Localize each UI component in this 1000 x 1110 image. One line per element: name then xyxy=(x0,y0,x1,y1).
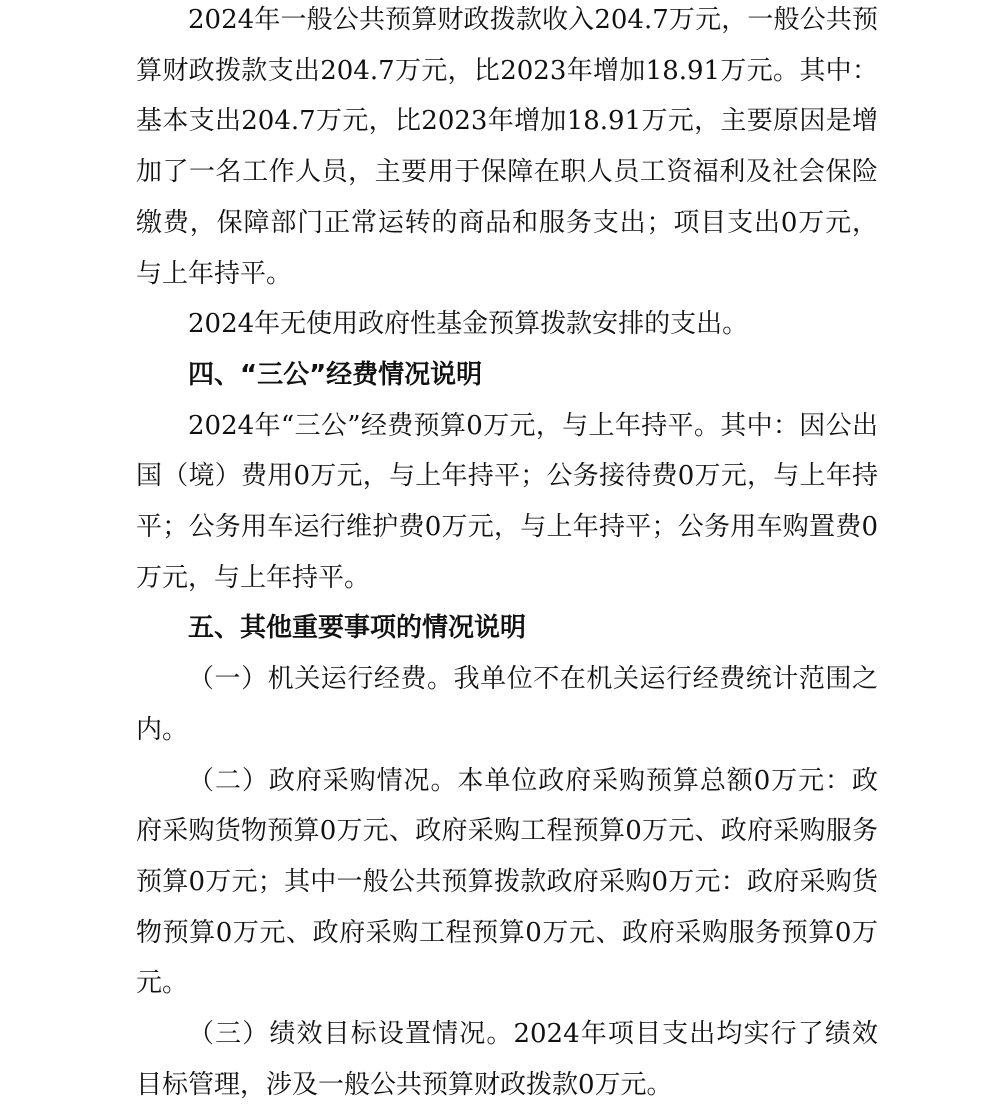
paragraph-budget-appropriation: 2024年一般公共预算财政拨款收入204.7万元，一般公共预算财政拨款支出204.7万元，比2023年增加18.91万元。其中：基本支出204.7万元，比2023年增加18.91万元，主要原因是增加了一名工作人员，主要用于保障在职人员工资福利及社会保险缴费，保障部门正常运转的商品和服务支出；项目支出0万元，与上年持平。 xyxy=(136,5,878,289)
paragraph-performance-targets: （三）绩效目标设置情况。2024年项目支出均实行了绩效目标管理，涉及一般公共预算财政拨款0万元。 xyxy=(136,1019,878,1100)
paragraph-three-public-expenses: 2024年“三公”经费预算0万元，与上年持平。其中：因公出国（境）费用0万元，与上年持平；公务接待费0万元，与上年持平；公务用车运行维护费0万元，与上年持平；公务用车购置费0万元，与上年持平。 xyxy=(136,410,878,593)
paragraph-government-procurement: （二）政府采购情况。本单位政府采购预算总额0万元：政府采购货物预算0万元、政府采购工程预算0万元、政府采购服务预算0万元；其中一般公共预算拨款政府采购0万元：政府采购货物预算0万元、政府采购工程预算0万元、政府采购服务预算0万元。 xyxy=(136,765,878,999)
paragraph-operating-expenses: （一）机关运行经费。我单位不在机关运行经费统计范围之内。 xyxy=(136,664,878,745)
document-page xyxy=(136,0,878,1110)
section-heading-three-public-expenses: 四、“三公”经费情况说明 xyxy=(188,359,483,390)
section-heading-other-matters: 五、其他重要事项的情况说明 xyxy=(188,613,527,644)
paragraph-government-fund: 2024年无使用政府性基金预算拨款安排的支出。 xyxy=(188,309,749,340)
